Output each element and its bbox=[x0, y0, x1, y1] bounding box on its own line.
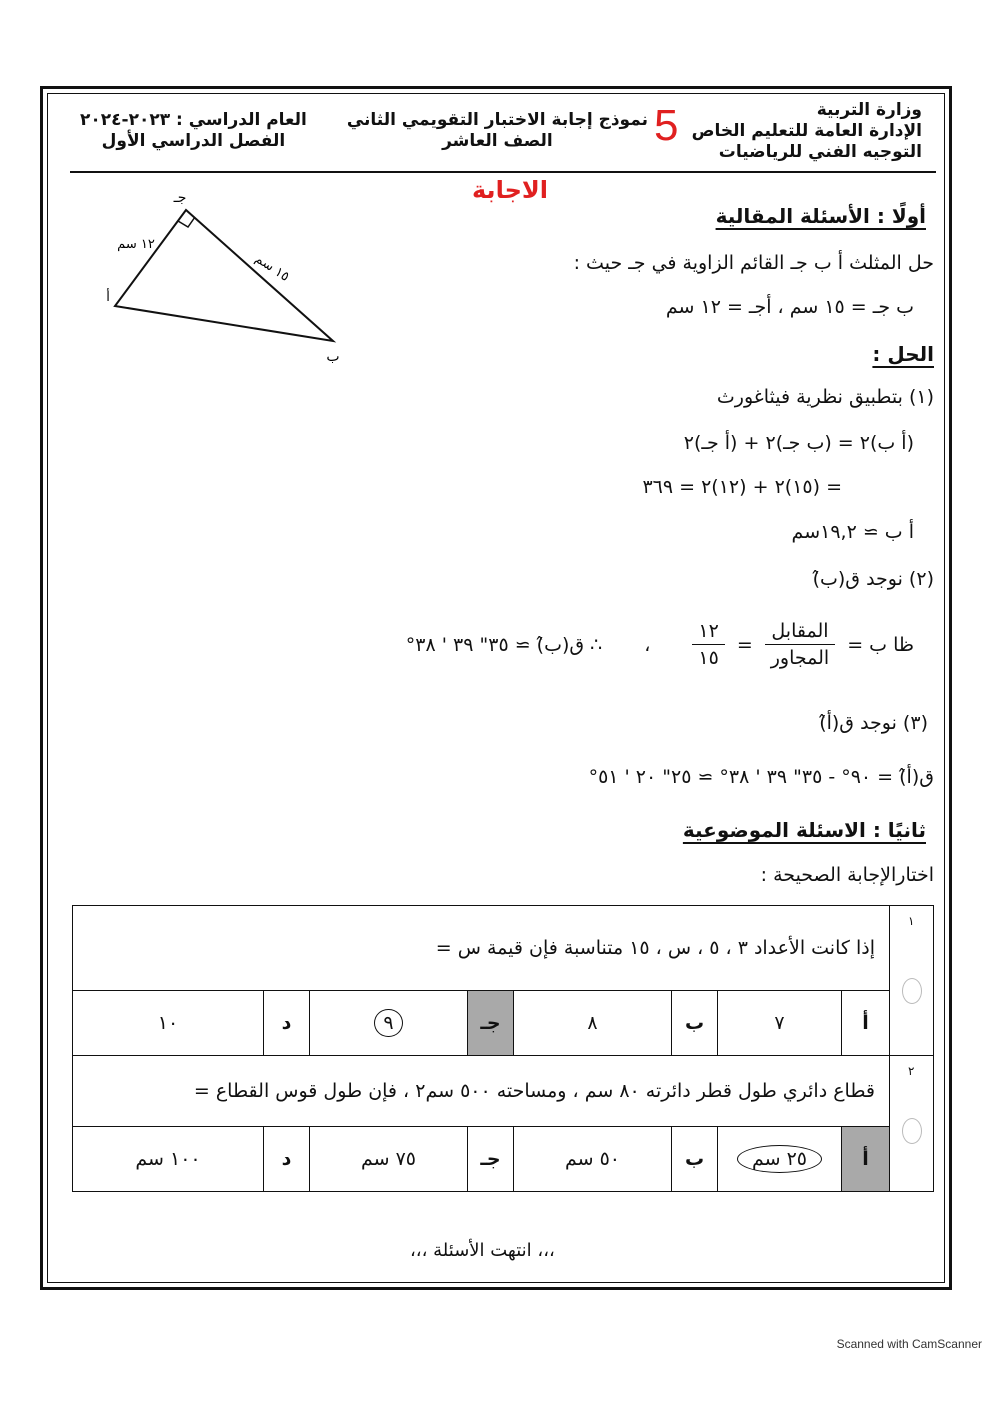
equation-2: = (١٥)٢ + (١٢)٢ = ٣٦٩ bbox=[642, 476, 842, 498]
scanner-watermark: Scanned with CamScanner bbox=[836, 1337, 982, 1351]
vertex-a-label: أ bbox=[106, 290, 110, 305]
problem-line1: حل المثلث أ ب جـ القائم الزاوية في جـ حيث : bbox=[573, 252, 934, 274]
option-value-correct[interactable] bbox=[310, 991, 468, 1056]
side-ac-label: ١٢ سم bbox=[117, 237, 155, 252]
header-left: العام الدراسي : ٢٠٢٣-٢٠٢٤ الفصل الدراسي الأول bbox=[80, 110, 307, 151]
question-row bbox=[73, 1056, 934, 1127]
answer-label: الاجابة bbox=[472, 176, 548, 204]
solution-title: الحل : bbox=[872, 342, 934, 366]
model-number: 5 bbox=[654, 101, 679, 150]
option-letter[interactable]: ب bbox=[672, 991, 718, 1056]
mcq-table bbox=[72, 905, 934, 1192]
option-value[interactable]: ١٠ bbox=[73, 991, 264, 1056]
header-divider bbox=[70, 171, 936, 173]
question-number: ٢ bbox=[890, 1056, 934, 1192]
section2-title: ثانيًا : الاسئلة الموضوعية bbox=[682, 818, 926, 842]
option-letter[interactable]: جـ bbox=[468, 1127, 514, 1192]
option-letter[interactable]: د bbox=[264, 991, 310, 1056]
triangle-shape bbox=[115, 210, 333, 341]
vertex-c-label: جـ bbox=[173, 190, 187, 206]
option-letter-selected[interactable]: جـ bbox=[468, 991, 514, 1056]
section1-title: أولًا : الأسئلة المقالية bbox=[715, 204, 926, 228]
option-letter[interactable]: أ bbox=[842, 991, 890, 1056]
problem-line2: ب جـ = ١٥ سم ، أجـ = ١٢ سم bbox=[665, 296, 914, 318]
tan-separator: ، bbox=[644, 633, 651, 656]
step1: (١) بتطبيق نظرية فيثاغورث bbox=[716, 386, 934, 408]
tan-equals: = bbox=[736, 633, 753, 656]
side-bc-label: ١٥ سم bbox=[252, 251, 292, 285]
question-text: إذا كانت الأعداد ٣ ، ٥ ، س ، ١٥ متناسبة فإن قيمة س = bbox=[73, 906, 890, 991]
answer-circle: ٢٥ سم bbox=[737, 1145, 822, 1173]
option-value-correct[interactable] bbox=[718, 1127, 842, 1192]
equation-3: أ ب ≃ ١٩,٢سم bbox=[791, 521, 914, 543]
question-row bbox=[73, 906, 934, 991]
instruction: اختارالإجابة الصحيحة : bbox=[760, 864, 934, 886]
option-letter-selected[interactable]: أ bbox=[842, 1127, 890, 1192]
step2: (٢) نوجد ق(ب̂) bbox=[812, 568, 934, 590]
options-row bbox=[73, 1127, 934, 1192]
answer-circle: ٩ bbox=[374, 1009, 402, 1037]
header-center: نموذج إجابة الاختبار التقويمي الثاني الصف العاشر bbox=[346, 110, 648, 151]
option-letter[interactable]: ب bbox=[672, 1127, 718, 1192]
equation-1: (أ ب)٢ = (ب جـ)٢ + (أ جـ)٢ bbox=[683, 432, 914, 454]
angle-b-result: ∴ ق(ب̂) ≃ ٣٥" ٣٩ ' ٣٨° bbox=[405, 633, 603, 656]
end-text: ،،، انتهت الأسئلة ،،، bbox=[410, 1240, 555, 1261]
step3: (٣) نوجد ق(أ̂) bbox=[819, 712, 928, 734]
option-value[interactable]: ٧ bbox=[718, 991, 842, 1056]
triangle-figure bbox=[90, 185, 360, 375]
tan-ratio-fraction: $\frac{\text{المقابل}}{\text{المجاور}}$ bbox=[765, 620, 835, 669]
question-text: قطاع دائري طول قطر دائرته ٨٠ سم ، ومساحته ٥٠٠ سم٢ ، فإن طول قوس القطاع = bbox=[73, 1056, 890, 1127]
question-number: ١ bbox=[890, 906, 934, 1056]
option-value[interactable]: ٥٠ سم bbox=[514, 1127, 672, 1192]
tan-value-fraction: $\frac{١٢}{١٥}$ bbox=[692, 620, 724, 669]
option-value[interactable]: ١٠٠ سم bbox=[73, 1127, 264, 1192]
header-right: وزارة التربية الإدارة العامة للتعليم الخاص التوجيه الفني للرياضيات bbox=[691, 100, 922, 162]
tangent-line bbox=[406, 620, 914, 669]
option-value[interactable]: ٧٥ سم bbox=[310, 1127, 468, 1192]
option-value[interactable]: ٨ bbox=[514, 991, 672, 1056]
vertex-b-label: ب bbox=[326, 349, 340, 365]
options-row bbox=[73, 991, 934, 1056]
option-letter[interactable]: د bbox=[264, 1127, 310, 1192]
angle-a-equation: ق(أ̂) = ٩٠° - ٣٥" ٣٩ ' ٣٨° ≃ ٢٥" ٢٠ ' ٥١° bbox=[588, 766, 934, 788]
tan-label: ظا ب = bbox=[847, 633, 914, 656]
